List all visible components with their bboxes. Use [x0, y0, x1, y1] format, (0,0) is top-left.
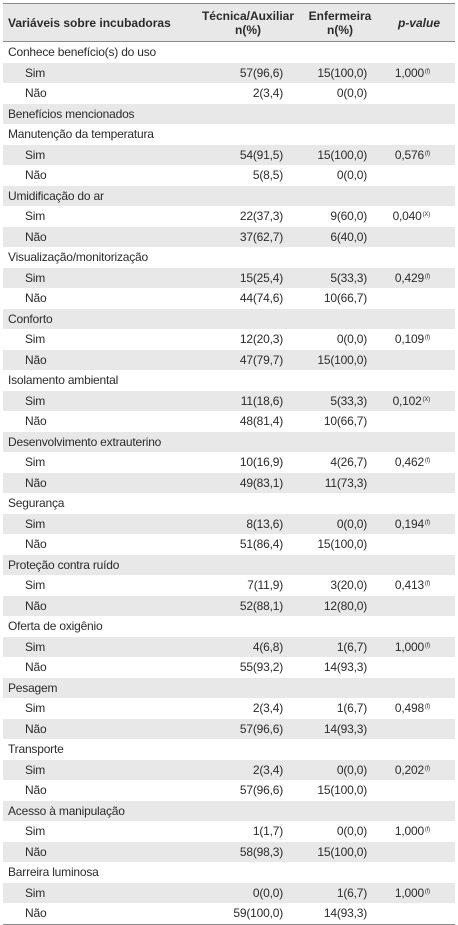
table-row: [3, 493, 455, 514]
table-row: [3, 616, 455, 637]
category-label: Visualização/monitorização: [8, 250, 148, 265]
test-superscript: (f): [424, 581, 430, 588]
p-value: 0,040: [392, 209, 422, 224]
enfermeira-value: 0(0,0): [336, 332, 367, 347]
tecnica-value: 5(8,5): [252, 168, 283, 183]
answer-label: Sim: [25, 824, 46, 839]
header-p-value: p-value: [397, 15, 440, 30]
table-row: [3, 637, 455, 658]
p-value-cell: [383, 209, 455, 223]
p-value-cell: [383, 599, 455, 613]
category-label: Barreira luminosa: [8, 865, 99, 880]
header-enfermeira-title: Enfermeira: [308, 8, 372, 23]
enfermeira-value: 1(6,7): [336, 885, 367, 900]
p-value-cell: [383, 763, 455, 777]
p-value: 0,429: [394, 270, 424, 285]
table-row: [3, 124, 455, 145]
enfermeira-value: 0(0,0): [336, 824, 367, 839]
table-row: [3, 555, 455, 576]
p-value-cell: [383, 640, 455, 654]
enfermeira-value: 15(100,0): [317, 537, 367, 552]
p-value-cell: [383, 783, 455, 797]
tecnica-value: 55(93,2): [239, 660, 283, 675]
answer-label: Sim: [25, 885, 46, 900]
p-value: 1,000: [394, 639, 424, 654]
table-row: [3, 883, 455, 904]
answer-label: Sim: [25, 762, 46, 777]
header-tecnica: [199, 9, 297, 37]
enfermeira-value: 10(66,7): [323, 414, 367, 429]
tecnica-value: 57(96,6): [239, 783, 283, 798]
table-row: [3, 780, 455, 801]
test-superscript: (f): [424, 704, 430, 711]
category-label: Pesagem: [8, 680, 58, 695]
table-row: [3, 350, 455, 371]
tecnica-value: 2(3,4): [252, 86, 283, 101]
tecnica-value: 48(81,4): [239, 414, 283, 429]
category-label: Segurança: [8, 496, 65, 511]
p-value-cell: [383, 148, 455, 162]
tecnica-value: 2(3,4): [252, 762, 283, 777]
tecnica-value: 22(37,3): [239, 209, 283, 224]
category-label: Isolamento ambiental: [8, 373, 119, 388]
enfermeira-value: 0(0,0): [336, 762, 367, 777]
category-label: Manutenção da temperatura: [8, 127, 154, 142]
p-value: 0,462: [394, 455, 424, 470]
table-row: [3, 801, 455, 822]
table-row: [3, 83, 455, 104]
tecnica-value: 8(13,6): [246, 516, 283, 531]
p-value: 0,202: [394, 762, 424, 777]
tecnica-value: 57(96,6): [239, 65, 283, 80]
tecnica-value: 59(100,0): [233, 906, 283, 921]
p-value-cell: [383, 271, 455, 285]
table-row: [3, 145, 455, 166]
enfermeira-value: 14(93,3): [323, 906, 367, 921]
test-superscript: (f): [424, 642, 430, 649]
p-value: 0,102: [392, 393, 422, 408]
header-tecnica-title: Técnica/Auxiliar: [201, 8, 295, 23]
p-value-cell: [383, 722, 455, 736]
p-value-cell: [383, 886, 455, 900]
answer-label: Sim: [25, 578, 46, 593]
header-variables: Variáveis sobre incubadoras: [8, 15, 171, 30]
p-value-cell: [383, 168, 455, 182]
tecnica-value: 10(16,9): [239, 455, 283, 470]
table-row: [3, 104, 455, 125]
header-tecnica-unit: n(%): [235, 22, 261, 37]
p-value-cell: [383, 291, 455, 305]
table-row: [3, 842, 455, 863]
test-superscript: (X): [422, 212, 430, 219]
answer-label: Não: [25, 598, 47, 613]
test-superscript: (X): [422, 396, 430, 403]
enfermeira-value: 15(100,0): [317, 844, 367, 859]
table-row: [3, 862, 455, 883]
tecnica-value: 11(18,6): [240, 393, 283, 408]
category-label: Conforto: [8, 311, 53, 326]
table-row: [3, 903, 455, 924]
p-value: 0,109: [394, 332, 424, 347]
enfermeira-value: 1(6,7): [336, 701, 367, 716]
enfermeira-value: 11(73,3): [324, 475, 367, 490]
table-row: [3, 288, 455, 309]
table-row: [3, 473, 455, 494]
category-label: Oferta de oxigênio: [8, 619, 103, 634]
p-value-cell: [383, 476, 455, 490]
enfermeira-value: 0(0,0): [336, 86, 367, 101]
p-value-cell: [383, 332, 455, 346]
test-superscript: (f): [424, 335, 430, 342]
p-value: 1,000: [394, 824, 424, 839]
table-row: [3, 821, 455, 842]
category-label: Conhece benefício(s) do uso: [8, 45, 157, 60]
p-value-cell: [383, 701, 455, 715]
enfermeira-value: 9(60,0): [330, 209, 367, 224]
answer-label: Não: [25, 86, 47, 101]
table-row: [3, 678, 455, 699]
answer-label: Sim: [25, 209, 46, 224]
p-value: 1,000: [394, 885, 424, 900]
answer-label: Não: [25, 352, 47, 367]
tecnica-value: 0(0,0): [252, 885, 283, 900]
category-label: Umidificação do ar: [8, 188, 104, 203]
table-row: [3, 247, 455, 268]
test-superscript: (f): [424, 827, 430, 834]
enfermeira-value: 14(93,3): [323, 660, 367, 675]
p-value-cell: [383, 455, 455, 469]
table-header: [3, 4, 455, 42]
p-value-cell: [383, 824, 455, 838]
category-label: Desenvolvimento extrauterino: [8, 434, 162, 449]
p-value-cell: [383, 230, 455, 244]
category-label: Benefícios mencionados: [8, 106, 135, 121]
table-row: [3, 452, 455, 473]
enfermeira-value: 15(100,0): [317, 147, 367, 162]
answer-label: Não: [25, 414, 47, 429]
p-value: 0,498: [394, 701, 424, 716]
test-superscript: (f): [424, 273, 430, 280]
answer-label: Não: [25, 475, 47, 490]
answer-label: Sim: [25, 516, 46, 531]
test-superscript: (f): [424, 888, 430, 895]
enfermeira-value: 6(40,0): [330, 229, 367, 244]
answer-label: Não: [25, 229, 47, 244]
enfermeira-value: 15(100,0): [317, 352, 367, 367]
tecnica-value: 37(62,7): [239, 229, 283, 244]
test-superscript: (f): [424, 68, 430, 75]
answer-label: Sim: [25, 393, 46, 408]
tecnica-value: 44(74,6): [239, 291, 283, 306]
answer-label: Sim: [25, 270, 46, 285]
enfermeira-value: 15(100,0): [317, 65, 367, 80]
enfermeira-value: 10(66,7): [323, 291, 367, 306]
tecnica-value: 4(6,8): [252, 639, 283, 654]
answer-label: Não: [25, 906, 47, 921]
answer-label: Sim: [25, 639, 46, 654]
category-label: Proteção contra ruído: [8, 557, 120, 572]
category-label: Acesso à manipulação: [8, 803, 125, 818]
enfermeira-value: 5(33,3): [330, 270, 367, 285]
header-enfermeira: [297, 9, 383, 37]
table-row: [3, 63, 455, 84]
p-value-cell: [383, 66, 455, 80]
table-row: [3, 432, 455, 453]
answer-label: Não: [25, 660, 47, 675]
answer-label: Sim: [25, 455, 46, 470]
enfermeira-value: 14(93,3): [323, 721, 367, 736]
enfermeira-value: 1(6,7): [336, 639, 367, 654]
answer-label: Sim: [25, 332, 46, 347]
enfermeira-value: 12(80,0): [323, 598, 367, 613]
tecnica-value: 54(91,5): [239, 147, 283, 162]
enfermeira-value: 15(100,0): [317, 783, 367, 798]
table-row: [3, 760, 455, 781]
tecnica-value: 1(1,7): [252, 824, 283, 839]
table-row: [3, 309, 455, 330]
p-value-cell: [383, 86, 455, 100]
p-value-cell: [383, 517, 455, 531]
table-row: [3, 227, 455, 248]
p-value-cell: [383, 578, 455, 592]
table-row: [3, 206, 455, 227]
tecnica-value: 51(86,4): [239, 537, 283, 552]
table-row: [3, 534, 455, 555]
table-row: [3, 698, 455, 719]
answer-label: Não: [25, 844, 47, 859]
answer-label: Não: [25, 168, 47, 183]
data-table: [3, 3, 455, 925]
enfermeira-value: 3(20,0): [330, 578, 367, 593]
answer-label: Sim: [25, 701, 46, 716]
enfermeira-value: 5(33,3): [330, 393, 367, 408]
answer-label: Não: [25, 721, 47, 736]
table-row: [3, 657, 455, 678]
p-value-cell: [383, 537, 455, 551]
enfermeira-value: 0(0,0): [336, 516, 367, 531]
p-value-cell: [383, 353, 455, 367]
test-superscript: (f): [424, 765, 430, 772]
tecnica-value: 58(98,3): [239, 844, 283, 859]
table-row: [3, 739, 455, 760]
tecnica-value: 2(3,4): [252, 701, 283, 716]
table-row: [3, 514, 455, 535]
table-row: [3, 596, 455, 617]
header-enfermeira-unit: n(%): [327, 22, 353, 37]
enfermeira-value: 0(0,0): [336, 168, 367, 183]
table-row: [3, 42, 455, 63]
enfermeira-value: 4(26,7): [330, 455, 367, 470]
table-row: [3, 370, 455, 391]
test-superscript: (f): [424, 458, 430, 465]
answer-label: Sim: [25, 147, 46, 162]
tecnica-value: 49(83,1): [239, 475, 283, 490]
table-row: [3, 329, 455, 350]
table-row: [3, 391, 455, 412]
tecnica-value: 52(88,1): [239, 598, 283, 613]
table-row: [3, 411, 455, 432]
tecnica-value: 47(79,7): [239, 352, 283, 367]
p-value-cell: [383, 414, 455, 428]
p-value-cell: [383, 394, 455, 408]
answer-label: Não: [25, 783, 47, 798]
table-row: [3, 268, 455, 289]
category-label: Transporte: [8, 742, 64, 757]
p-value-cell: [383, 660, 455, 674]
tecnica-value: 12(20,3): [239, 332, 283, 347]
table-row: [3, 165, 455, 186]
answer-label: Não: [25, 291, 47, 306]
table-row: [3, 575, 455, 596]
p-value: 0,576: [394, 147, 424, 162]
answer-label: Não: [25, 537, 47, 552]
p-value-cell: [383, 845, 455, 859]
tecnica-value: 15(25,4): [239, 270, 283, 285]
tecnica-value: 7(11,9): [247, 578, 283, 593]
table-row: [3, 186, 455, 207]
test-superscript: (f): [424, 519, 430, 526]
p-value-cell: [383, 906, 455, 920]
p-value: 1,000: [394, 65, 424, 80]
tecnica-value: 57(96,6): [239, 721, 283, 736]
answer-label: Sim: [25, 65, 46, 80]
test-superscript: (f): [424, 150, 430, 157]
table-body: [3, 42, 455, 924]
table-row: [3, 719, 455, 740]
p-value: 0,413: [394, 578, 424, 593]
p-value: 0,194: [394, 516, 424, 531]
